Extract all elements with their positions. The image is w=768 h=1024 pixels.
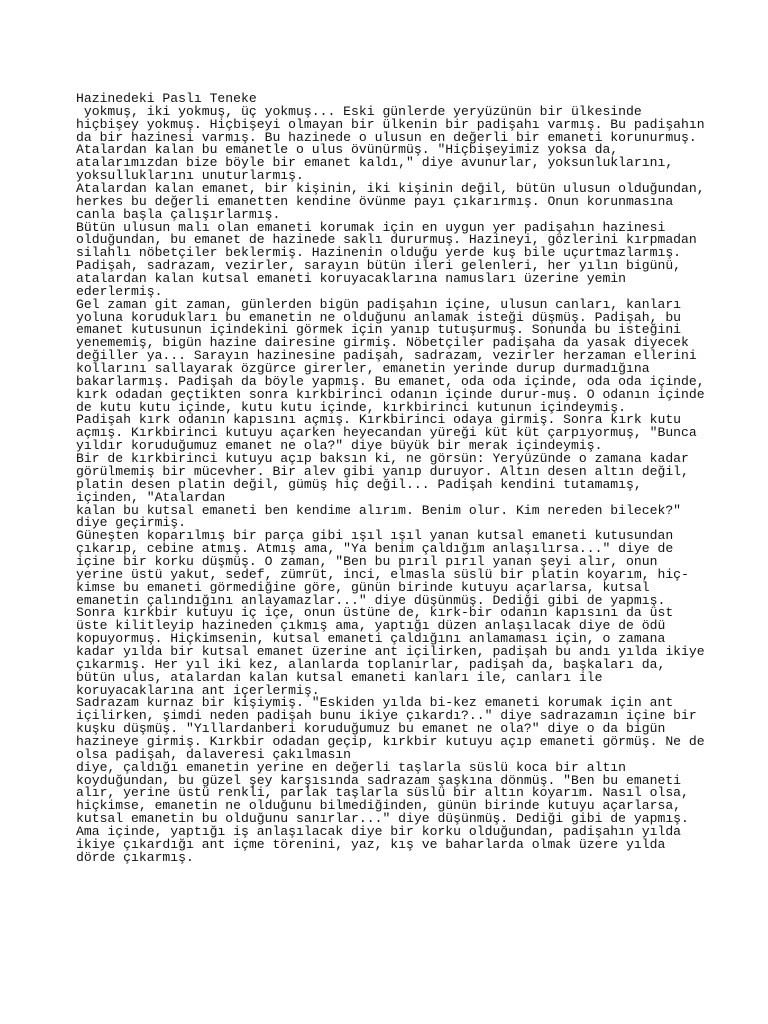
text-line: açmış. Kırkbirinci kutuyu açarken heyecandan yüreği küt küt çarpıyormuş, "Bunca [76, 425, 697, 441]
text-line: Padişah, sadrazam, vezirler, sarayın bütün ileri gelenleri, her yılın bigünü, [76, 258, 682, 274]
text-line: Atalardan kalan bu emanetle o ulus övünürmüş. "Hiçbişeyimiz yoksa da, [76, 142, 619, 158]
text-line: emanetin çalındığını anlayamazlar..." diye düşünmüş. Dediği gibi de yapmış. [76, 592, 666, 608]
text-line: hiçkimse, emanetin ne olduğunu bilmediğinden, günün birinde kutuyu açarlarsa, [76, 798, 682, 814]
text-line: değiller ya... Sarayın hazinesine padişah, sadrazam, vezirler herzaman ellerini [76, 348, 697, 364]
text-line: Ama içinde, yaptığı iş anlaşılacak diye bir korku olduğundan, padişahın yılda [76, 823, 682, 839]
text-line: hiçbişey yokmuş. Hiçbişeyi olmayan bir ülkenin bir padişahı varmış. Bu padişahın [76, 116, 705, 132]
text-line: atalarımızdan bize böyle bir emanet kaldı," diye avunurlar, yoksunluklarını, [76, 155, 674, 171]
text-line: olduğundan, bu emanet de hazinede saklı dururmuş. Hazineyi, gözlerini kırpmadan [76, 232, 697, 248]
text-line: kollarını sallayarak özgürce girerler, emanetin yerinde durup durmadığına [76, 361, 650, 377]
text-line: ederlermiş. [76, 283, 163, 299]
document-page [76, 93, 756, 865]
text-line: diye, çaldığı emanetin yerine en değerli taşlarla süslü koca bir altın [76, 759, 627, 775]
text-line: içine bir korku düşmüş. O zaman, "Ben bu pırıl pırıl yanan şeyi alır, onun [76, 553, 658, 569]
text-line: Padişah kırk odanın kapısını açmış. Kırkbirinci odaya girmiş. Sonra kırk kutu [76, 412, 682, 428]
text-line: görülmemiş bir mücevher. Bir alev gibi yanıp duruyor. Altın desen altın değil, [76, 463, 689, 479]
text-line: olsa padişah, dalaveresi çakılmasın [76, 746, 352, 762]
text-line: yoksulluklarını unuturlarmış. [76, 168, 304, 184]
text-line: da bir hazinesi varmış. Bu hazinede o ulusun en değerli bir emaneti korunurmuş. [76, 129, 697, 145]
text-line: kopuyormuş. Hiçkimsenin, kutsal emaneti çaldığını anlamaması için, o zamana [76, 631, 666, 647]
text-line: platin desen platin değil, gümüş hiç değil... Padişah kendini tutamamış, [76, 476, 642, 492]
text-line: hazineye girmiş. Kırkbir odadan geçip, kırkbir kutuyu açıp emaneti görmüş. Ne de [76, 733, 705, 749]
text-line: Bir de kırkbirinci kutuyu açıp baksın ki, ne görsün: Yeryüzünde o zamana kadar [76, 451, 689, 467]
text-line: silahlı nöbetçiler beklermiş. Hazinenin olduğu yerde kuş bile uçurtmazlarmış. [76, 245, 682, 261]
text-line: atalardan kalan kutsal emaneti koruyacaklarına namusları üzerine yemin [76, 271, 627, 287]
text-line: Bütün ulusun malı olan emaneti korumak için en uygun yer padişahın hazinesi [76, 219, 666, 235]
text-line: canla başla çalışırlarmış. [76, 206, 281, 222]
text-line: diye geçirmiş. [76, 515, 187, 531]
text-line: emanet kutusunun içindekini görmek için yanıp tutuşurmuş. Sonunda bu isteğini [76, 322, 682, 338]
text-line: yerine üstü yakut, sedef, zümrüt, inci, elmasla süslü bir platin koyarım, hiç- [76, 566, 689, 582]
text-line: kuşku düşmüş. "Yıllardanberi koruduğumuz bu emanet ne ola?" diye o da bigün [76, 721, 666, 737]
text-line: çıkarıp, cebine atmış. Atmış ama, "Ya benim çaldığım anlaşılırsa..." diye de [76, 541, 674, 557]
document-body [76, 103, 756, 865]
text-line: kutsal emanetin bu olduğunu sanırlar..." diye düşünmüş. Dediği gibi de yapmış. [76, 811, 689, 827]
text-line: bütün ulus, atalardan kalan kutsal emaneti kanları ile, canları ile [76, 669, 603, 685]
text-line: üste kilitleyip hazineden çıkmış ama, yaptığı düzen anlaşılacak diye de ödü [76, 618, 666, 634]
text-line: yenememiş, bigün hazine dairesine girmiş. Nöbetçiler padişaha da yasak diyecek [76, 335, 689, 351]
text-line: Gel zaman git zaman, günlerden bigün padişahın içine, ulusun canları, kanları [76, 296, 682, 312]
text-line: Sadrazam kurnaz bir kişiymiş. "Eskiden yılda bi-kez emaneti korumak için ant [76, 695, 674, 711]
text-line: yokmuş, iki yokmuş, üç yokmuş... Eski günlerde yeryüzünün bir ülkesinde [76, 103, 642, 119]
text-line: Sonra kırkbir kutuyu iç içe, onun üstüne de, kırk-bir odanın kapısını da üst [76, 605, 674, 621]
text-line: kalan bu kutsal emaneti ben kendime alırım. Benim olur. Kim nereden bilecek?" [76, 502, 682, 518]
text-line: bakarlarmış. Padişah da böyle yapmış. Bu emanet, oda oda içinde, oda oda içinde, [76, 373, 705, 389]
text-line: kimse bu emaneti görmediğine göre, günün birinde kutuyu açarlarsa, kutsal [76, 579, 650, 595]
text-line: ikiye çıkardığı ant içme törenini, yaz, kış ve baharlarda olmak üzere yılda [76, 836, 666, 852]
text-line: içinden, "Atalardan [76, 489, 226, 505]
text-line: Atalardan kalan emanet, bir kişinin, iki kişinin değil, bütün ulusun olduğundan, [76, 181, 705, 197]
text-line: koruyacaklarına ant içerlermiş. [76, 682, 320, 698]
text-line: Güneşten koparılmış bir parça gibi ışıl ışıl yanan kutsal emaneti kutusundan [76, 528, 674, 544]
text-line: çıkarmış. Her yıl iki kez, alanlarda toplanırlar, padişah da, başkaları da, [76, 656, 666, 672]
text-line: yıldır koruduğumuz emanet ne ola?" diye büyük bir merak içindeymiş. [76, 438, 603, 454]
text-line: koyduğundan, bu güzel şey karşısında sadrazam şaşkına dönmüş. "Ben bu emaneti [76, 772, 682, 788]
text-line: alır, yerine üstü renkli, parlak taşlarla süslü bir altın koyarım. Nasıl olsa, [76, 785, 689, 801]
text-line: yoluna korudukları bu emanetin ne olduğunu anlamak isteği düşmüş. Padişah, bu [76, 309, 682, 325]
text-line: içilirken, şimdi neden padişah bunu ikiye çıkardı?.." diye sadrazamın içine bir [76, 708, 697, 724]
text-line: kırk odadan geçtikten sonra kırkbirinci odanın içinde durur-muş. O odanın içinde [76, 386, 705, 402]
text-line: kadar yılda bir kutsal emanet üzerine ant içilirken, padişah bu andı yılda ikiye [76, 643, 705, 659]
text-line: herkes bu değerli emanetten kendine övünme payı çıkarırmış. Onun korunmasına [76, 193, 674, 209]
text-line: de kutu kutu içinde, kutu kutu içinde, kırkbirinci kutunun içindeymiş. [76, 399, 627, 415]
document-title: Hazinedeki Paslı Teneke [76, 91, 257, 106]
text-line: dörde çıkarmış. [76, 849, 194, 865]
